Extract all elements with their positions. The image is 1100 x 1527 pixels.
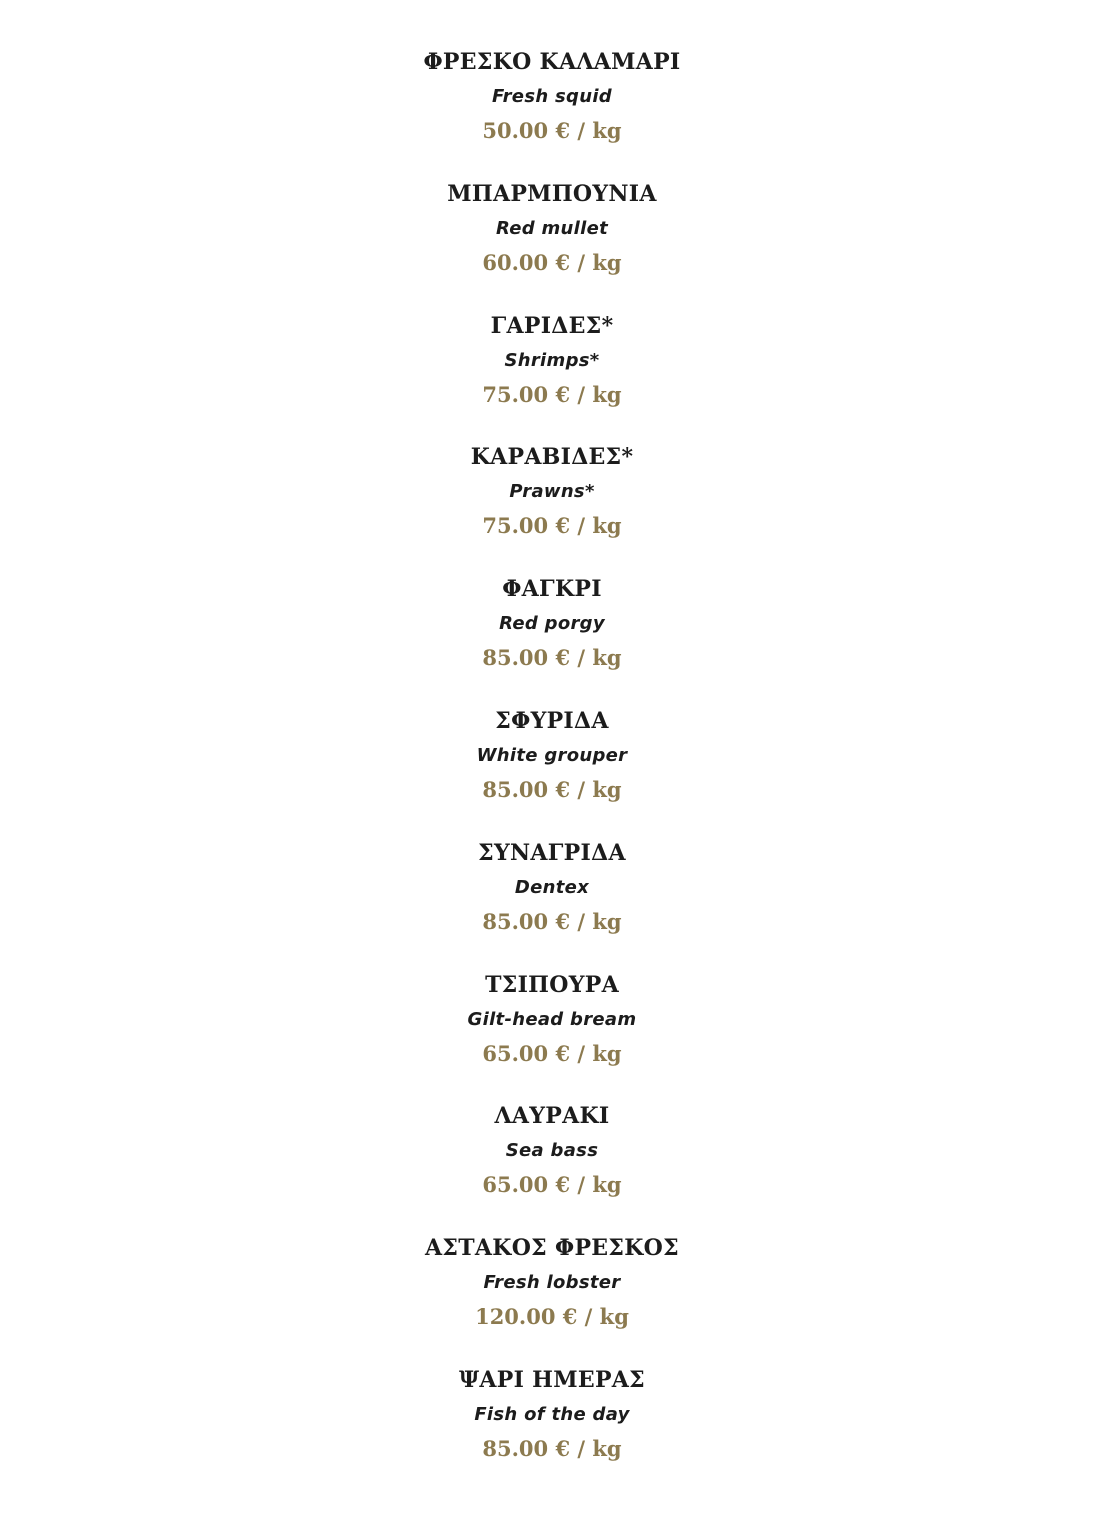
item-name: ΚΑΡΑΒΙΔΕΣ* bbox=[470, 444, 634, 471]
item-name: ΦΑΓΚΡΙ bbox=[502, 576, 602, 603]
item-subtitle: Shrimps* bbox=[504, 349, 600, 371]
item-name: ΤΣΙΠΟΥΡΑ bbox=[485, 971, 619, 998]
item-name: ΜΠΑΡΜΠΟΥΝΙΑ bbox=[447, 180, 657, 207]
item-price: 120.00 € / kg bbox=[475, 1304, 629, 1330]
item-name: ΛΑΥΡΑΚΙ bbox=[494, 1103, 610, 1130]
item-price: 50.00 € / kg bbox=[482, 118, 622, 143]
item-price: 65.00 € / kg bbox=[482, 1040, 622, 1066]
menu-item-fish-of-the-day bbox=[0, 1362, 1100, 1494]
item-price: 75.00 € / kg bbox=[482, 513, 622, 539]
menu-item-white-grouper bbox=[0, 703, 1100, 835]
item-subtitle: Fresh squid bbox=[492, 86, 612, 107]
item-price: 85.00 € / kg bbox=[482, 776, 622, 802]
item-name: ΦΡΕΣΚΟ ΚΑΛΑΜΑΡΙ bbox=[423, 49, 681, 75]
item-subtitle: Fresh lobster bbox=[483, 1272, 621, 1294]
item-price: 65.00 € / kg bbox=[482, 1172, 622, 1198]
menu-item-red-porgy bbox=[0, 571, 1100, 703]
menu-item-sea-bass bbox=[0, 1098, 1100, 1230]
item-subtitle: Red porgy bbox=[499, 613, 605, 635]
item-price: 85.00 € / kg bbox=[482, 645, 622, 671]
item-subtitle: Fish of the day bbox=[474, 1403, 630, 1425]
item-price: 75.00 € / kg bbox=[482, 381, 622, 407]
item-price: 60.00 € / kg bbox=[482, 249, 622, 275]
item-price: 85.00 € / kg bbox=[482, 1435, 622, 1461]
menu-item-fresh-lobster bbox=[0, 1230, 1100, 1362]
item-subtitle: White grouper bbox=[476, 744, 628, 766]
item-subtitle: Sea bass bbox=[505, 1140, 599, 1162]
menu-item-shrimps bbox=[0, 308, 1100, 440]
item-name: ΓΑΡΙΔΕΣ* bbox=[490, 312, 614, 339]
item-subtitle: Prawns* bbox=[509, 481, 595, 503]
menu-item-dentex bbox=[0, 835, 1100, 967]
menu-item-red-mullet bbox=[0, 176, 1100, 308]
item-name: ΑΣΤΑΚΟΣ ΦΡΕΣΚΟΣ bbox=[425, 1235, 679, 1262]
menu-item-fresh-squid bbox=[0, 44, 1100, 176]
menu-item-gilt-head-bream bbox=[0, 967, 1100, 1099]
item-name: ΨΑΡΙ ΗΜΕΡΑΣ bbox=[458, 1366, 646, 1393]
item-price: 85.00 € / kg bbox=[482, 908, 622, 934]
item-subtitle: Dentex bbox=[514, 876, 590, 898]
item-name: ΣΦΥΡΙΔΑ bbox=[495, 707, 609, 734]
item-subtitle: Red mullet bbox=[495, 217, 609, 239]
item-name: ΣΥΝΑΓΡΙΔΑ bbox=[478, 839, 626, 866]
menu-item-prawns bbox=[0, 439, 1100, 571]
fish-menu bbox=[0, 44, 1100, 1494]
item-subtitle: Gilt-head bream bbox=[467, 1008, 637, 1030]
